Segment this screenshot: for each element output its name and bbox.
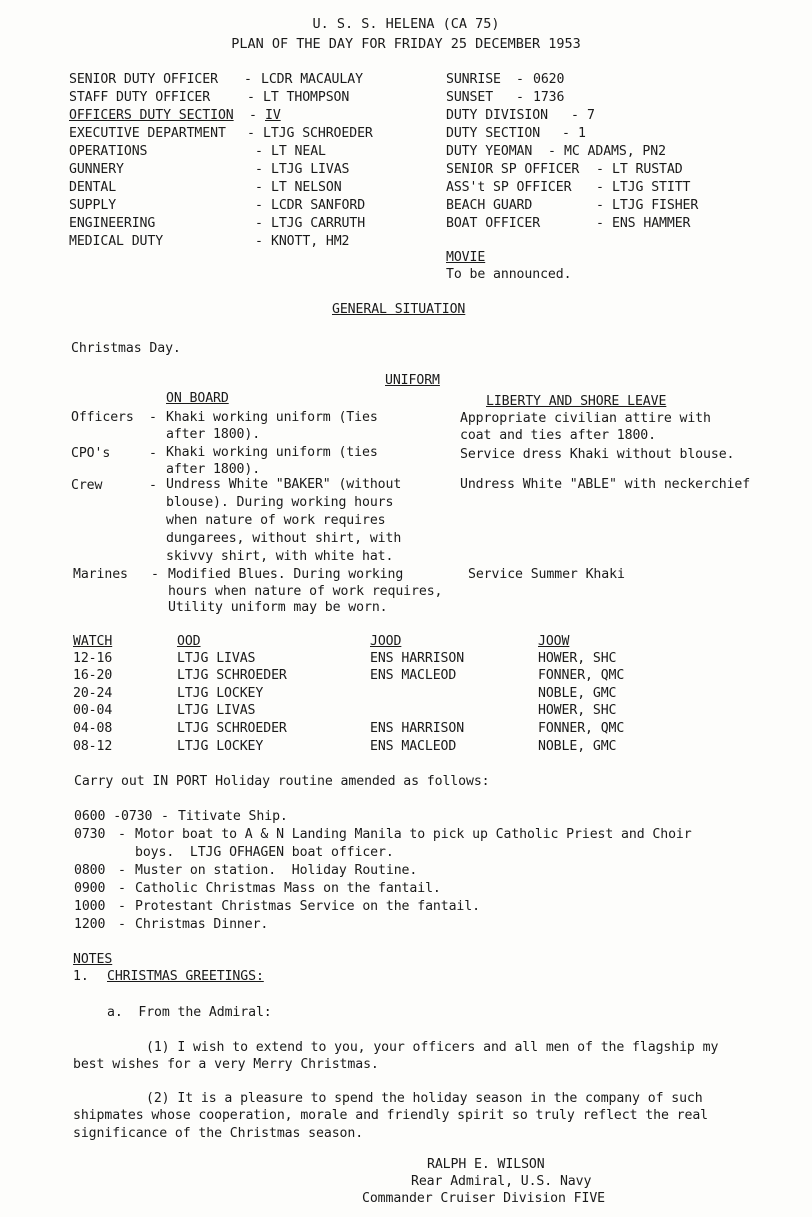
uniform-onboard-line: Utility uniform may be worn. (168, 600, 388, 615)
uniform-dash: - (149, 410, 157, 425)
watch-cell: FONNER, QMC (538, 668, 625, 683)
uniform-liberty-line: Appropriate civilian attire with (460, 411, 711, 426)
routine-time: 0900 (74, 881, 106, 896)
duty-dash: - (255, 198, 263, 213)
duty-dash: - (255, 180, 263, 195)
routine-text: Muster on station. Holiday Routine. (135, 863, 418, 878)
duty-role: DUTY DIVISION (446, 108, 548, 123)
uniform-who: Crew (71, 478, 103, 493)
watch-cell: 00-04 (73, 703, 113, 718)
duty-name: LT THOMPSON (263, 90, 350, 105)
watch-cell: 08-12 (73, 739, 113, 754)
watch-cell: HOWER, SHC (538, 651, 617, 666)
duty-name: MC ADAMS, PN2 (564, 144, 666, 159)
duty-role: MEDICAL DUTY (69, 234, 164, 249)
uniform-who: CPO's (71, 446, 111, 461)
uniform-onboard-line: Undress White "BAKER" (without (166, 477, 402, 492)
uniform-liberty-line: Service dress Khaki without blouse. (460, 447, 735, 462)
routine-time: 0800 (74, 863, 106, 878)
duty-dash: - (596, 180, 604, 195)
uniform-who: Officers (71, 410, 134, 425)
watch-cell: LTJG LOCKEY (177, 739, 264, 754)
on-board-heading: ON BOARD (166, 391, 229, 406)
duty-dash: - (516, 72, 524, 87)
routine-dash: - (118, 917, 126, 932)
duty-dash: - (596, 216, 604, 231)
routine-text: boys. LTJG OFHAGEN boat officer. (135, 845, 394, 860)
duty-dash: - (516, 90, 524, 105)
watch-cell: LTJG LIVAS (177, 703, 256, 718)
duty-role: DENTAL (69, 180, 117, 195)
duty-role: OPERATIONS (69, 144, 148, 159)
routine-text: Protestant Christmas Service on the fantail. (135, 899, 480, 914)
duty-role: SUNRISE (446, 72, 501, 87)
uniform-onboard-line: Khaki working uniform (Ties (166, 410, 378, 425)
uniform-dash: - (151, 567, 159, 582)
duty-name: LTJG FISHER (612, 198, 699, 213)
watch-cell: 12-16 (73, 651, 113, 666)
watch-cell: ENS MACLEOD (370, 739, 457, 754)
duty-dash: - (255, 216, 263, 231)
duty-role: GUNNERY (69, 162, 124, 177)
watch-cell: NOBLE, GMC (538, 739, 617, 754)
watch-header: JOOD (370, 634, 402, 649)
uniform-onboard-line: hours when nature of work requires, (168, 584, 443, 599)
watch-cell: ENS HARRISON (370, 721, 465, 736)
uniform-onboard-line: dungarees, without shirt, with (166, 531, 402, 546)
duty-name: LT NELSON (271, 180, 342, 195)
note-paragraph-line: significance of the Christmas season. (73, 1126, 364, 1141)
routine-dash: - (118, 899, 126, 914)
movie-text: To be announced. (446, 267, 572, 282)
duty-role: BOAT OFFICER (446, 216, 541, 231)
routine-text: Motor boat to A & N Landing Manila to pick up Catholic Priest and Choir (135, 827, 692, 842)
note-sub: a. From the Admiral: (107, 1005, 272, 1020)
duty-dash: - (571, 108, 579, 123)
signature-name: RALPH E. WILSON (427, 1157, 545, 1172)
duty-name: LTJG LIVAS (271, 162, 350, 177)
duty-name: KNOTT, HM2 (271, 234, 350, 249)
liberty-heading: LIBERTY AND SHORE LEAVE (486, 394, 667, 409)
duty-name: LCDR SANFORD (271, 198, 366, 213)
general-situation-text: Christmas Day. (71, 341, 181, 356)
uniform-onboard-line: Modified Blues. During working (168, 567, 404, 582)
uniform-dash: - (149, 446, 157, 461)
watch-header: WATCH (73, 634, 113, 649)
duty-dash: - (596, 162, 604, 177)
uniform-onboard-line: Khaki working uniform (ties (166, 445, 378, 460)
duty-name: LTJG SCHROEDER (263, 126, 373, 141)
routine-time: 1000 (74, 899, 106, 914)
duty-role: SENIOR DUTY OFFICER (69, 72, 218, 87)
ship-name: U. S. S. HELENA (CA 75) (312, 16, 500, 32)
uniform-onboard-line: after 1800). (166, 462, 261, 477)
duty-name: LTJG STITT (612, 180, 691, 195)
duty-dash: - (548, 144, 556, 159)
duty-dash: - (255, 162, 263, 177)
duty-name: 7 (587, 108, 595, 123)
signature-title: Commander Cruiser Division FIVE (362, 1191, 606, 1206)
routine-dash: - (118, 827, 126, 842)
routine-dash: - (118, 863, 126, 878)
duty-role: DUTY YEOMAN (446, 144, 533, 159)
duty-role: SUNSET (446, 90, 494, 105)
duty-role: SENIOR SP OFFICER (446, 162, 580, 177)
duty-name: LTJG CARRUTH (271, 216, 366, 231)
duty-role: BEACH GUARD (446, 198, 533, 213)
watch-cell: LTJG LIVAS (177, 651, 256, 666)
note-paragraph-line: (2) It is a pleasure to spend the holiday season in the company of such (146, 1091, 703, 1106)
duty-role: SUPPLY (69, 198, 117, 213)
note-number: 1. (73, 969, 89, 984)
duty-dash: - (244, 72, 252, 87)
duty-role: ENGINEERING (69, 216, 156, 231)
watch-cell: LTJG SCHROEDER (177, 721, 287, 736)
duty-name: ENS HAMMER (612, 216, 691, 231)
uniform-dash: - (149, 478, 157, 493)
routine-time: 0600 -0730 (74, 809, 153, 824)
duty-role: STAFF DUTY OFFICER (69, 90, 211, 105)
duty-dash: - (255, 144, 263, 159)
note-title: CHRISTMAS GREETINGS: (107, 969, 264, 984)
routine-text: Catholic Christmas Mass on the fantail. (135, 881, 441, 896)
watch-cell: ENS MACLEOD (370, 668, 457, 683)
routine-text: Christmas Dinner. (135, 917, 269, 932)
duty-dash: - (596, 198, 604, 213)
uniform-liberty-line: Service Summer Khaki (468, 567, 625, 582)
uniform-onboard-line: blouse). During working hours (166, 495, 394, 510)
watch-header: JOOW (538, 634, 570, 649)
note-paragraph-line: (1) I wish to extend to you, your officers and all men of the flagship my (146, 1040, 719, 1055)
routine-dash: - (118, 881, 126, 896)
watch-cell: 04-08 (73, 721, 113, 736)
movie-heading: MOVIE (446, 250, 486, 265)
uniform-heading: UNIFORM (385, 373, 440, 388)
page-title: PLAN OF THE DAY FOR FRIDAY 25 DECEMBER 1953 (231, 36, 581, 52)
uniform-onboard-line: when nature of work requires (166, 513, 386, 528)
duty-name: IV (265, 108, 281, 123)
duty-name: 1736 (533, 90, 565, 105)
duty-dash: - (247, 90, 255, 105)
duty-dash: - (249, 108, 257, 123)
duty-name: LT RUSTAD (612, 162, 683, 177)
duty-dash: - (247, 126, 255, 141)
routine-dash: - (161, 809, 169, 824)
note-paragraph-line: shipmates whose cooperation, morale and friendly spirit so truly reflect the real (73, 1108, 709, 1123)
watch-cell: FONNER, QMC (538, 721, 625, 736)
duty-dash: - (255, 234, 263, 249)
watch-cell: LTJG SCHROEDER (177, 668, 287, 683)
uniform-who: Marines (73, 567, 128, 582)
duty-name: LT NEAL (271, 144, 326, 159)
watch-cell: 16-20 (73, 668, 113, 683)
watch-cell: 20-24 (73, 686, 113, 701)
watch-cell: LTJG LOCKEY (177, 686, 264, 701)
duty-name: 0620 (533, 72, 565, 87)
routine-text: Titivate Ship. (178, 809, 288, 824)
uniform-onboard-line: after 1800). (166, 427, 261, 442)
uniform-liberty-line: coat and ties after 1800. (460, 428, 656, 443)
watch-header: OOD (177, 634, 201, 649)
duty-role: OFFICERS DUTY SECTION (69, 108, 234, 123)
general-situation-heading: GENERAL SITUATION (332, 302, 466, 317)
uniform-liberty-line: Undress White "ABLE" with neckerchief (460, 477, 751, 492)
duty-dash: - (562, 126, 570, 141)
routine-time: 1200 (74, 917, 106, 932)
duty-role: ASS't SP OFFICER (446, 180, 572, 195)
signature-rank: Rear Admiral, U.S. Navy (411, 1174, 592, 1189)
routine-intro: Carry out IN PORT Holiday routine amended as follows: (74, 774, 490, 789)
watch-cell: ENS HARRISON (370, 651, 465, 666)
uniform-onboard-line: skivvy shirt, with white hat. (166, 549, 394, 564)
routine-time: 0730 (74, 827, 106, 842)
watch-cell: NOBLE, GMC (538, 686, 617, 701)
notes-heading: NOTES (73, 952, 113, 967)
duty-name: 1 (578, 126, 586, 141)
duty-name: LCDR MACAULAY (261, 72, 363, 87)
watch-cell: HOWER, SHC (538, 703, 617, 718)
duty-role: EXECUTIVE DEPARTMENT (69, 126, 226, 141)
note-paragraph-line: best wishes for a very Merry Christmas. (73, 1057, 379, 1072)
duty-role: DUTY SECTION (446, 126, 541, 141)
